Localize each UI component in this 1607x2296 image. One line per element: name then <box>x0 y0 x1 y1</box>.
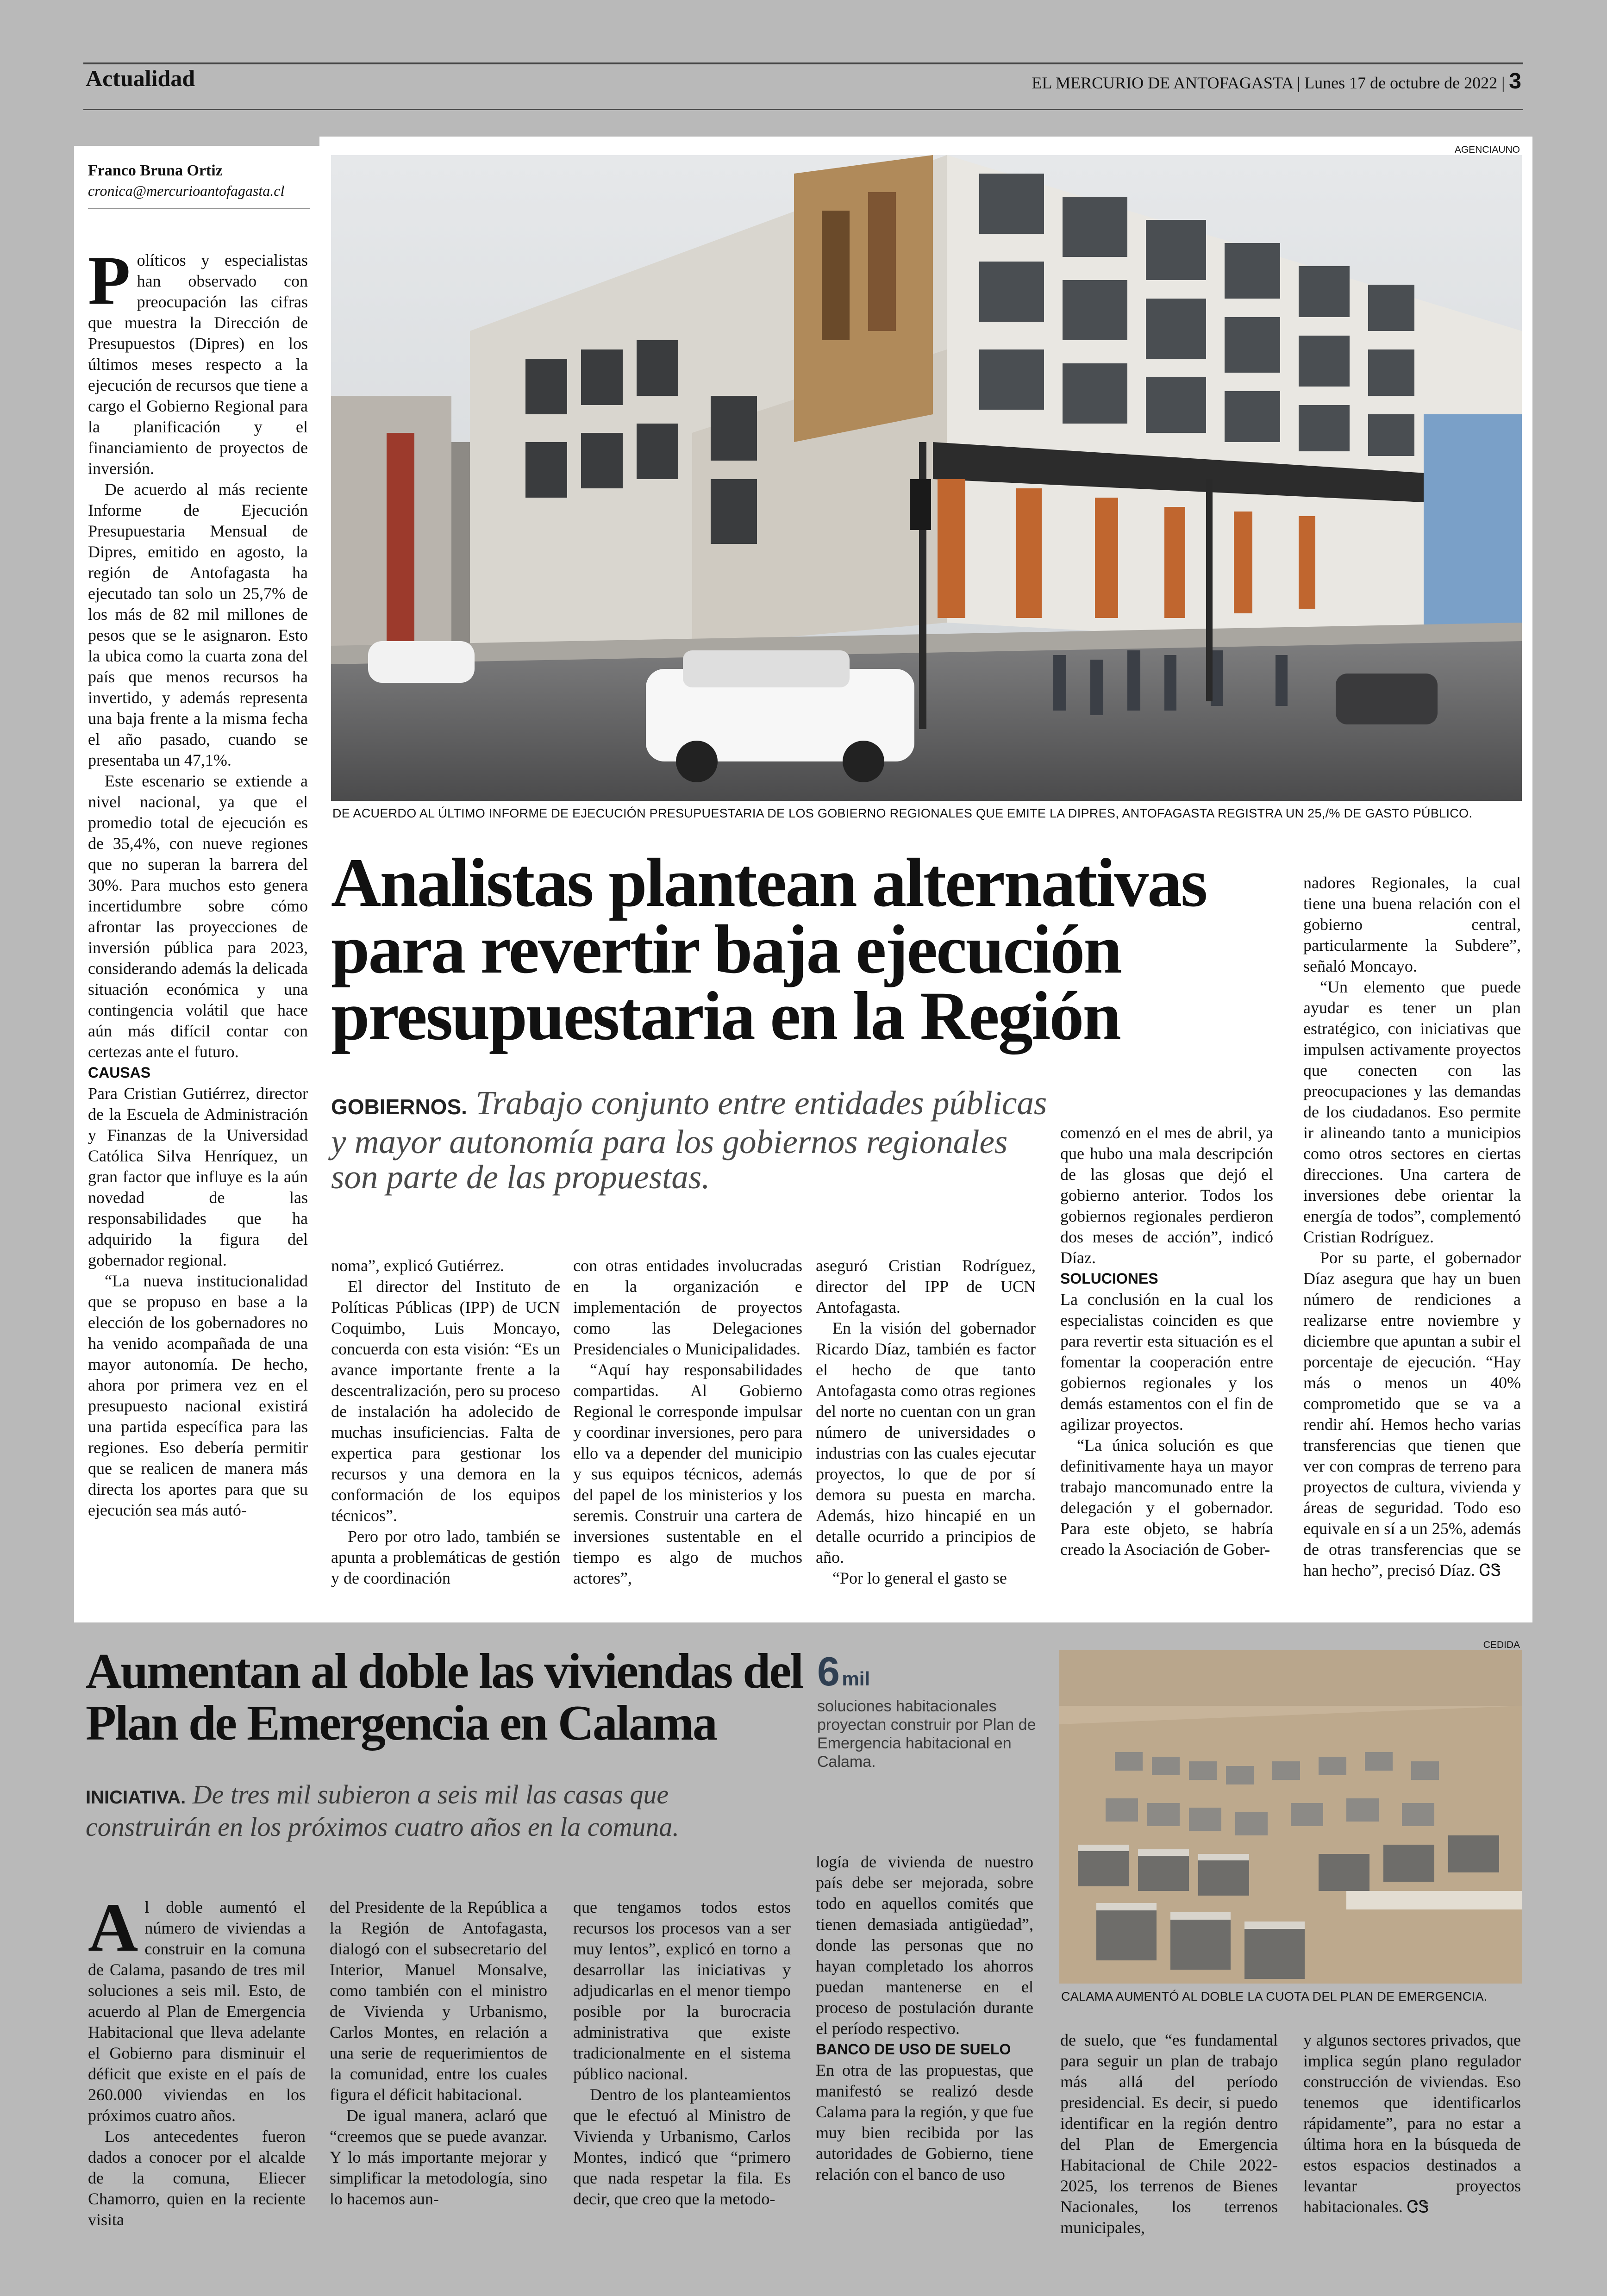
top-rule <box>83 62 1523 64</box>
paragraph: noma”, explicó Gutiérrez. <box>331 1256 504 1275</box>
article1-column-5 <box>1060 1123 1273 1560</box>
stat-unit: mil <box>842 1668 870 1690</box>
byline-name: Franco Bruna Ortiz <box>88 162 223 179</box>
paragraph: Este escenario se extiende a nivel nacional, ya que el promedio total de ejecución es de 35,4%, con nueve regiones que no superan la barrera del 30%. Para muchos esto genera incertidumbre sobre cómo afrontar las proyecciones de inversión pública para 2023, considerando además la delicada situación económica y una contingencia volátil que hace aún más difícil contar con certezas ante el futuro. <box>88 772 308 1061</box>
deck-kicker: INICIATIVA. <box>86 1787 186 1808</box>
paragraph: del Presidente de la República a la Región de Antofagasta, dialogó con el subsecretario del Interior, Manuel Monsalve, como también con el ministro de Vivienda y Urbanismo, Carlos Montes, en relación a una serie de requerimientos de la comunidad, entre los cuales figura el déficit habitacional. <box>330 1898 547 2104</box>
paragraph: aseguró Cristian Rodríguez, director del IPP de UCN Antofagasta. <box>816 1256 1036 1316</box>
publication-date: Lunes 17 de octubre de 2022 <box>1304 74 1498 92</box>
stat-number: 6 <box>817 1648 840 1694</box>
deck-kicker: GOBIERNOS. <box>331 1095 467 1119</box>
article-deck <box>331 1086 1053 1195</box>
paragraph: Pero por otro lado, también se apunta a problemáticas de gestión y de coordinación <box>331 1527 560 1587</box>
byline-email: cronica@mercurioantofagasta.cl <box>88 182 285 199</box>
building-photo-illustration <box>331 155 1522 801</box>
paragraph: de suelo, que “es fundamental para seguir un plan de trabajo más allá del período presidencial. Es decir, si puedo identificar en la región dentro del Plan de Emergencia Habitacional de Chile 2022-2025, los terrenos de Bienes Nacionales, los terrenos municipales, <box>1060 2031 1278 2237</box>
end-mark: ᏣᏕ <box>1479 1561 1501 1579</box>
article-headline: Analistas plantean alternativas para revertir baja ejecución presupuestaria en la Región <box>331 844 1207 1054</box>
stat-box <box>817 1648 1049 1771</box>
masthead-info: EL MERCURIO DE ANTOFAGASTA | Lunes 17 de octubre de 2022 | 3 <box>1032 69 1521 94</box>
deck-text: De tres mil subieron a seis mil las casas que construirán en los próximos cuatro años en la comuna. <box>86 1779 679 1842</box>
building-photo <box>331 155 1522 801</box>
paragraph: comenzó en el mes de abril, ya que hubo una mala descripción de las glosas que dejó el gobierno anterior. Todos los gobiernos regionales perdieron dos meses de acción”, indicó Díaz. <box>1060 1123 1273 1267</box>
stat-text: soluciones habitacionales proyectan construir por Plan de Emergencia habitacional en Calama. <box>817 1697 1036 1771</box>
drop-cap: P <box>88 242 131 319</box>
drop-cap: A <box>88 1889 138 1966</box>
article2-column-5 <box>1060 2030 1278 2238</box>
paragraph: Los antecedentes fueron dados a conocer por el alcalde de la comuna, Eliecer Chamorro, quien en la reciente visita <box>88 2127 306 2229</box>
subheading-causas: CAUSAS <box>88 1064 151 1081</box>
paragraph: En la visión del gobernador Ricardo Díaz, también es factor el hecho de que tanto Antofagasta como otras regiones del norte no cuentan con un gran número de universidades o industrias con las cuales ejecutar proyectos, lo que de por sí demora su puesta en marcha. Además, hizo hincapié en un detalle ocurrido a principios de año. <box>816 1319 1036 1566</box>
paragraph: que tengamos todos estos recursos los procesos van a ser muy lentos”, explicó en torno a desarrollar las iniciativas y adjudicarlas en el menor tiempo posible por la burocracia administrativa que existe tradicionalmente en el sistema público nacional. <box>573 1898 791 2083</box>
section-name: Actualidad <box>86 65 195 91</box>
deck-text: Trabajo conjunto entre entidades públicas y mayor autonomía para los gobiernos regionales son parte de las propuestas. <box>331 1084 1047 1196</box>
paragraph: “Por lo general el gasto se <box>832 1569 1007 1587</box>
subheading-banco: BANCO DE USO DE SUELO <box>816 2041 1011 2058</box>
photo2-caption: CALAMA AUMENTÓ AL DOBLE LA CUOTA DEL PLAN DE EMERGENCIA. <box>1061 1990 1488 2003</box>
article2-column-4 <box>816 1852 1033 2185</box>
page-number: 3 <box>1509 69 1521 94</box>
paragraph: Dentro de los planteamientos que le efectuó al Ministro de Vivienda y Urbanismo, Carlos Montes, indicó que “primero que nada respetar la fila. Es decir, que creo que la metodo- <box>573 2085 791 2208</box>
housing-photo-illustration <box>1059 1650 1522 1984</box>
publication-name: EL MERCURIO DE ANTOFAGASTA <box>1032 74 1293 92</box>
article1-column-2 <box>331 1255 560 1589</box>
paragraph-text: y algunos sectores privados, que implica según plano regulador construcción de viviendas. Eso tenemos que identificarlos rápidamente”, para no estar a última hora en la búsqueda de estos espacios destinados a levantar proyectos habitacionales. <box>1303 2031 1521 2216</box>
article2-column-2 <box>330 1897 547 2209</box>
article2-column-1 <box>88 1889 306 2230</box>
paragraph-text: Por su parte, el gobernador Díaz asegura que hay un buen número de rendiciones a realizarse entre noviembre y diciembre que apuntan a subir el porcentaje de ejecución. “Hay más o menos un 40% comprometido que se va a rendir ahí. Hemos hecho varias transferencias que tienen que ver con compras de terreno para proyectos de cultura, vivienda y áreas de seguridad. Todo eso equivale en sí a un 25%, además de otras transferencias que se han hecho”, precisó Díaz. <box>1303 1248 1521 1579</box>
paragraph: nadores Regionales, la cual tiene una buena relación con el gobierno central, particularmente la Subdere”, señaló Moncayo. <box>1303 873 1521 975</box>
paragraph: “Un elemento que puede ayudar es tener un plan estratégico, con iniciativas que impulsen activamente proyectos que conecten con las preocupaciones y las demandas de los ciudadanos. Eso permite ir alineando tanto a municipios como otros sectores en ciertas direcciones. Una cartera de inversiones debe orientar la energía de todos”, complementó Cristian Rodríguez. <box>1303 978 1521 1246</box>
paragraph: En otra de las propuestas, que manifestó se realizó desde Calama para la región, y que fue muy bien recibida por las autoridades de Gobierno, tiene relación con el banco de uso <box>816 2061 1033 2184</box>
paragraph: El director del Instituto de Políticas Públicas (IPP) de UCN Coquimbo, Luis Moncayo, concuerda con esta visión: “Es un avance importante frente a la descentralización, pero su proceso de instalación ha adolecido de muchas insuficiencias. Falta de expertica para gestionar los recursos y una demora en la conformación de los equipos técnicos”. <box>331 1277 560 1525</box>
paragraph: De acuerdo al más reciente Informe de Ejecución Presupuestaria Mensual de Dipres, emitido en agosto, la región de Antofagasta ha ejecutado tan solo un 25,7% de los más de 82 mil millones de pesos que se le asignaron. Esto la ubica como la cuarta zona del país que menos recursos ha invertido, y además representa una baja frente a la misma fecha el año pasado, cuando se presentaba un 47,1%. <box>88 480 308 769</box>
article1-column-6 <box>1303 873 1521 1581</box>
article2-column-3 <box>573 1897 791 2209</box>
article1-column-1 <box>88 242 308 1521</box>
paragraph: l doble aumentó el número de viviendas a construir en la comuna de Calama, pasando de tres mil soluciones a seis mil. Esto, de acuerdo al Plan de Emergencia Habitacional que lleva adelante el Gobierno para disminuir el déficit que existe en el país de 260.000 viviendas en los próximos cuatro años. <box>88 1898 306 2125</box>
end-mark: ᏣᏕ <box>1407 2197 1429 2216</box>
paragraph: De igual manera, aclaró que “creemos que se puede avanzar. Y lo más importante mejorar y simplificar la metodología, sino lo hacemos aun- <box>330 2106 547 2208</box>
photo-caption: DE ACUERDO AL ÚLTIMO INFORME DE EJECUCIÓN PRESUPUESTARIA DE LOS GOBIERNO REGIONALES QUE EMITE LA DIPRES, ANTOFAGASTA REGISTRA UN 25,/% DE GASTO PÚBLICO. <box>332 806 1473 820</box>
paragraph: olíticos y especialistas han observado con preocupación las cifras que muestra la Dirección de Presupuestos (Dipres) en los últimos meses respecto a la ejecución de recursos que tiene a cargo el Gobierno Regional para la planificación y el financiamiento de proyectos de inversión. <box>88 251 308 478</box>
photo2-credit: CEDIDA <box>1483 1640 1520 1650</box>
paragraph <box>1303 2030 1521 2217</box>
article1-column-3 <box>573 1255 802 1589</box>
paragraph <box>1303 1248 1521 1581</box>
paragraph: La conclusión en la cual los especialistas coinciden es que para revertir esta situación es el fomentar la cooperación entre gobiernos regionales y los demás estamentos con el fin de agilizar proyectos. <box>1060 1290 1273 1434</box>
photo-credit: AGENCIAUNO <box>1454 144 1520 155</box>
paragraph: “Aquí hay responsabilidades compartidas. Al Gobierno Regional le corresponde impulsar y coordinar inversiones, pero para ello va a depender del municipio y sus equipos técnicos, además del papel de los ministerios y los seremis. Construir una cartera de inversiones sustentable en el tiempo es algo de muchos actores”, <box>573 1360 802 1587</box>
paragraph: Para Cristian Gutiérrez, director de la Escuela de Administración y Finanzas de la Universidad Católica Silva Henríquez, un gran factor que influye es la aún novedad de las responsabilidades que ha adquirido la figura del gobernador regional. <box>88 1084 308 1269</box>
paragraph: “La única solución es que definitivamente haya un mayor trabajo mancomunado entre la delegación y el gobernador. Para este objeto, se habría creado la Asociación de Gober- <box>1060 1436 1273 1559</box>
byline <box>88 162 310 209</box>
subheading-soluciones: SOLUCIONES <box>1060 1270 1158 1287</box>
housing-photo <box>1059 1650 1522 1984</box>
paragraph: “La nueva institucionalidad que se propuso en base a la elección de los gobernadores no ha venido acompañada de una mayor autonomía. De hecho, ahora por primera vez en el presupuesto nacional existirá una partida específica para las regiones. Eso debería permitir que se realicen de manera más directa los aportes para que su ejecución sea más autó- <box>88 1272 308 1519</box>
paragraph: con otras entidades involucradas en la organización e implementación de proyectos como las Delegaciones Presidenciales o Municipalidades. <box>573 1256 802 1358</box>
article2-column-6 <box>1303 2030 1521 2217</box>
article2-headline: Aumentan al doble las viviendas del Plan de Emergencia en Calama <box>86 1644 803 1751</box>
article2-deck <box>86 1780 780 1842</box>
header-rule <box>83 109 1523 110</box>
stat-figure <box>817 1648 1049 1695</box>
paragraph: logía de vivienda de nuestro país debe ser mejorada, sobre todo en aquellos comités que tienen demasiada antigüedad”, donde las personas que no hayan completado los ahorros puedan mantenerse en el proceso de postulación durante el período respectivo. <box>816 1853 1033 2038</box>
article1-column-4 <box>816 1255 1036 1589</box>
